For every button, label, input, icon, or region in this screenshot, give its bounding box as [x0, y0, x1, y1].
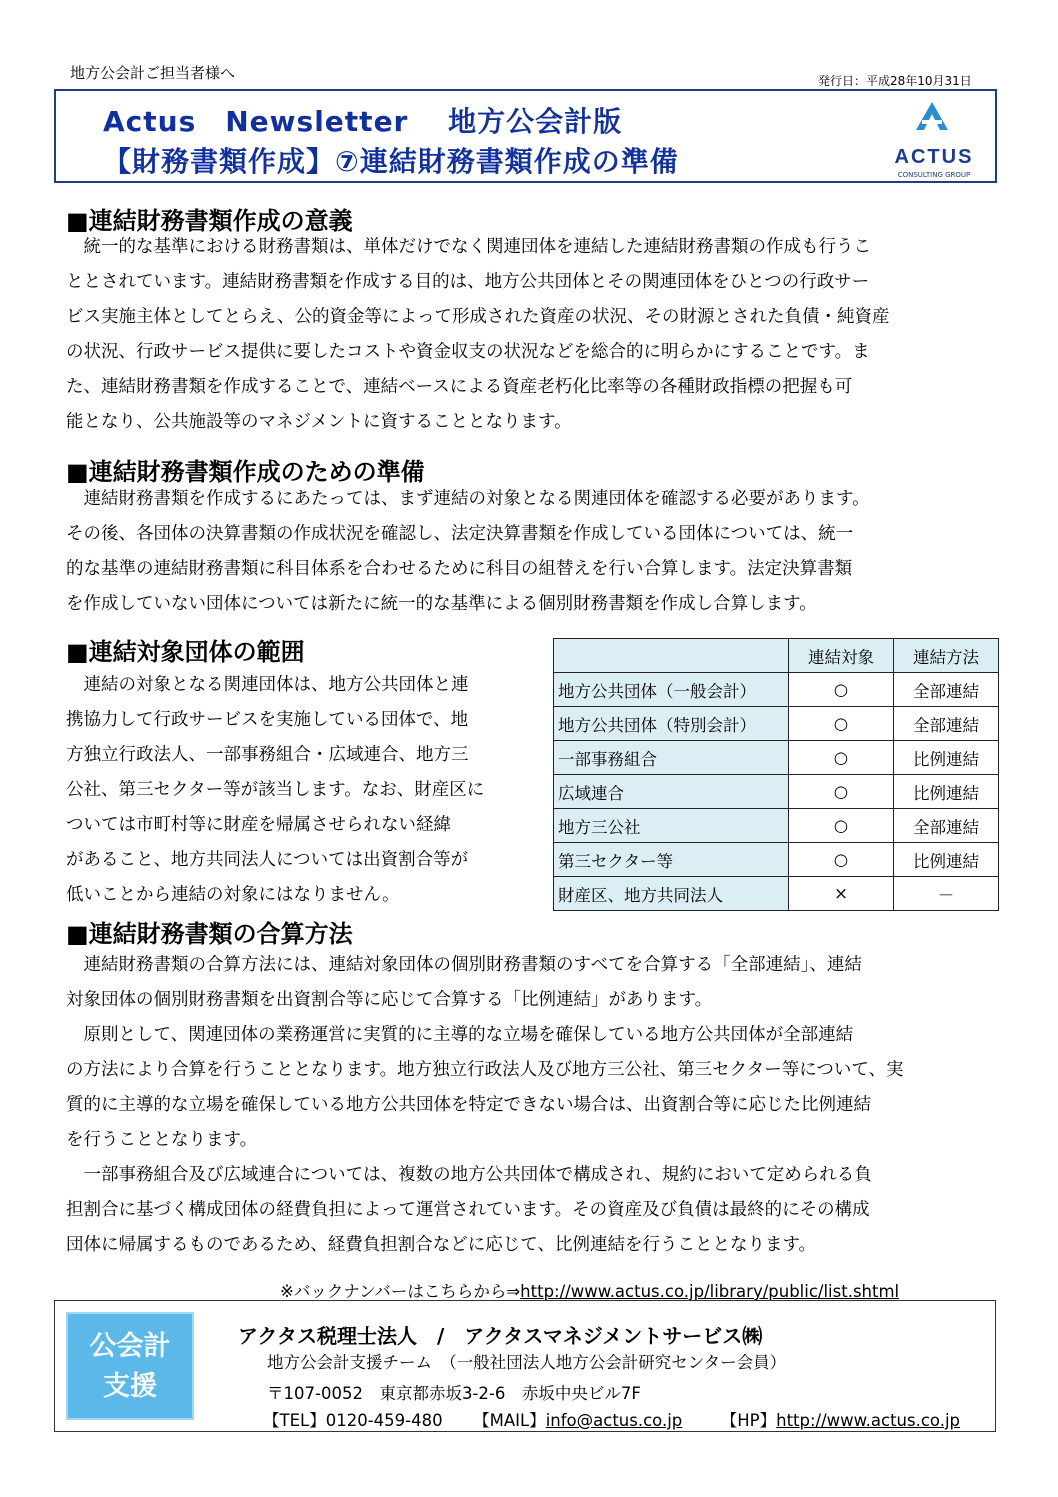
paragraph-line: 公社、第三セクター等が該当します。なお、財産区に	[66, 780, 485, 800]
newsletter-title: Actus Newsletter 地方公会計版	[103, 105, 623, 138]
table-row	[554, 673, 999, 707]
paragraph-line: 一部事務組合及び広域連合については、複数の地方公共団体で構成され、規約において定められる負	[66, 1165, 872, 1185]
consolidation-method: 比例連結	[894, 843, 999, 877]
paragraph-line: 原則として、関連団体の業務運営に実質的に主導的な立場を確保している地方公共団体が全部連結	[66, 1025, 854, 1045]
footer-team: 地方公会計支援チーム （一般社団法人地方公会計研究センター会員）	[267, 1353, 787, 1372]
paragraph-line: 連結の対象となる関連団体は、地方公共団体と連	[66, 675, 469, 695]
section-body	[66, 668, 484, 913]
consolidation-method: 全部連結	[894, 707, 999, 741]
paragraph-line: 連結財務書類を作成するにあたっては、まず連結の対象となる関連団体を確認する必要があります。	[66, 489, 870, 509]
section-heading: ■連結財務書類作成の意義	[66, 207, 353, 235]
paragraph-line: 能となり、公共施設等のマネジメントに資することとなります。	[66, 412, 572, 432]
paragraph-line: 対象団体の個別財務書類を出資割合等に応じて合算する「比例連結」があります。	[66, 990, 713, 1010]
entity-name: 地方三公社	[554, 809, 789, 843]
logo-text: ACTUS	[894, 146, 974, 168]
consolidation-target: ○	[789, 707, 894, 741]
paragraph-line: を作成していない団体については新たに統一的な基準による個別財務書類を作成し合算します。	[66, 594, 817, 614]
hp-label: 【HP】	[720, 1411, 777, 1430]
section-heading: ■連結対象団体の範囲	[66, 638, 305, 666]
paragraph-line: があること、地方共同法人については出資割合等が	[66, 850, 469, 870]
table-row	[554, 707, 999, 741]
table-row	[554, 775, 999, 809]
table-header-cell: 連結方法	[894, 639, 999, 673]
public-accounting-support-badge	[66, 1312, 194, 1420]
consolidation-target: ○	[789, 673, 894, 707]
table-header-cell: 連結対象	[789, 639, 894, 673]
entity-name: 第三セクター等	[554, 843, 789, 877]
footer-contact	[263, 1407, 960, 1431]
paragraph-line: 低いことから連結の対象にはなりません。	[66, 885, 400, 905]
section-body	[66, 230, 890, 440]
consolidation-target: ×	[789, 877, 894, 911]
backnumber-link[interactable]: http://www.actus.co.jp/library/public/list.shtml	[520, 1282, 900, 1301]
badge-line: 支援	[103, 1371, 157, 1402]
paragraph-line: 携協力して行政サービスを実施している団体で、地	[66, 710, 469, 730]
consolidation-target: ○	[789, 843, 894, 877]
logo-subtext: CONSULTING GROUP	[897, 171, 971, 179]
table-row	[554, 843, 999, 877]
paragraph-line: 的な基準の連結財務書類に科目体系を合わせるために科目の組替えを行い合算します。法定決算書類	[66, 559, 853, 579]
paragraph-line: を行うこととなります。	[66, 1130, 258, 1150]
paragraph-line: た、連結財務書類を作成することで、連結ベースによる資産老朽化比率等の各種財政指標の把握も可	[66, 377, 853, 397]
badge-line: 公会計	[89, 1331, 171, 1362]
consolidation-method: 全部連結	[894, 809, 999, 843]
entity-name: 地方公共団体（特別会計）	[554, 707, 789, 741]
table-row	[554, 877, 999, 911]
paragraph-line: 質的に主導的な立場を確保している地方公共団体を特定できない場合は、出資割合等に応じた比例連結	[66, 1095, 871, 1115]
paragraph-line: の状況、行政サービス提供に要したコストや資金収支の状況などを総合的に明らかにすることです。ま	[66, 342, 870, 362]
footer-address: 〒107-0052 東京都赤坂3-2-6 赤坂中央ビル7F	[267, 1384, 641, 1403]
entity-name: 地方公共団体（一般会計）	[554, 673, 789, 707]
homepage-link[interactable]: http://www.actus.co.jp	[776, 1411, 961, 1430]
table-header-cell	[554, 639, 789, 673]
table-header-row	[554, 639, 999, 673]
paragraph-line: 団体に帰属するものであるため、経費負担割合などに応じて、比例連結を行うこととなります。	[66, 1235, 817, 1255]
consolidation-target: ○	[789, 809, 894, 843]
actus-logo-icon	[912, 100, 952, 132]
paragraph-line: ビス実施主体としてとらえ、公的資金等によって形成された資産の状況、その財源とされた負債・純資産	[66, 307, 890, 327]
consolidation-target: ○	[789, 741, 894, 775]
mail-link[interactable]: info@actus.co.jp	[545, 1411, 683, 1430]
paragraph-line: ついては市町村等に財産を帰属させられない経緯	[66, 815, 451, 835]
paragraph-line: 統一的な基準における財務書類は、単体だけでなく関連団体を連結した連結財務書類の作成も行うこ	[66, 237, 871, 257]
addressee: 地方公会計ご担当者様へ	[70, 64, 236, 82]
tel-number: 0120-459-480	[325, 1411, 443, 1430]
mail-label: 【MAIL】	[473, 1411, 546, 1430]
paragraph-line: その後、各団体の決算書類の作成状況を確認し、法定決算書類を作成している団体については、統一	[66, 524, 854, 544]
newsletter-subtitle: 【財務書類作成】⑦連結財務書類作成の準備	[103, 145, 679, 178]
consolidation-method: 全部連結	[894, 673, 999, 707]
tel-label: 【TEL】	[263, 1411, 326, 1430]
section-heading: ■連結財務書類の合算方法	[66, 920, 353, 948]
section-heading: ■連結財務書類作成のための準備	[66, 458, 425, 486]
entity-name: 財産区、地方共同法人	[554, 877, 789, 911]
backnumber-prefix: ※バックナンバーはこちらから⇒	[280, 1282, 521, 1301]
table-row	[554, 741, 999, 775]
section-body	[66, 948, 904, 1263]
paragraph-line: ととされています。連結財務書類を作成する目的は、地方公共団体とその関連団体をひとつの行政サー	[66, 272, 870, 292]
backnumber-note	[280, 1278, 899, 1302]
paragraph-line: 連結財務書類の合算方法には、連結対象団体の個別財務書類のすべてを合算する「全部連結」、連結	[66, 955, 862, 975]
entity-name: 広域連合	[554, 775, 789, 809]
consolidation-scope-table	[553, 638, 999, 911]
table-row	[554, 809, 999, 843]
section-body	[66, 482, 870, 622]
entity-name: 一部事務組合	[554, 741, 789, 775]
paragraph-line: 方独立行政法人、一部事務組合・広域連合、地方三	[66, 745, 469, 765]
paragraph-line: の方法により合算を行うこととなります。地方独立行政法人及び地方三公社、第三セクター等について、実	[66, 1060, 904, 1080]
consolidation-target: ○	[789, 775, 894, 809]
consolidation-method: 比例連結	[894, 775, 999, 809]
paragraph-line: 担割合に基づく構成団体の経費負担によって運営されています。その資産及び負債は最終的にその構成	[66, 1200, 870, 1220]
footer-organization: アクタス税理士法人 / アクタスマネジメントサービス㈱	[238, 1324, 763, 1348]
consolidation-method: 比例連結	[894, 741, 999, 775]
issue-date: 発行日：平成28年10月31日	[818, 74, 972, 88]
consolidation-method: －	[894, 877, 999, 911]
